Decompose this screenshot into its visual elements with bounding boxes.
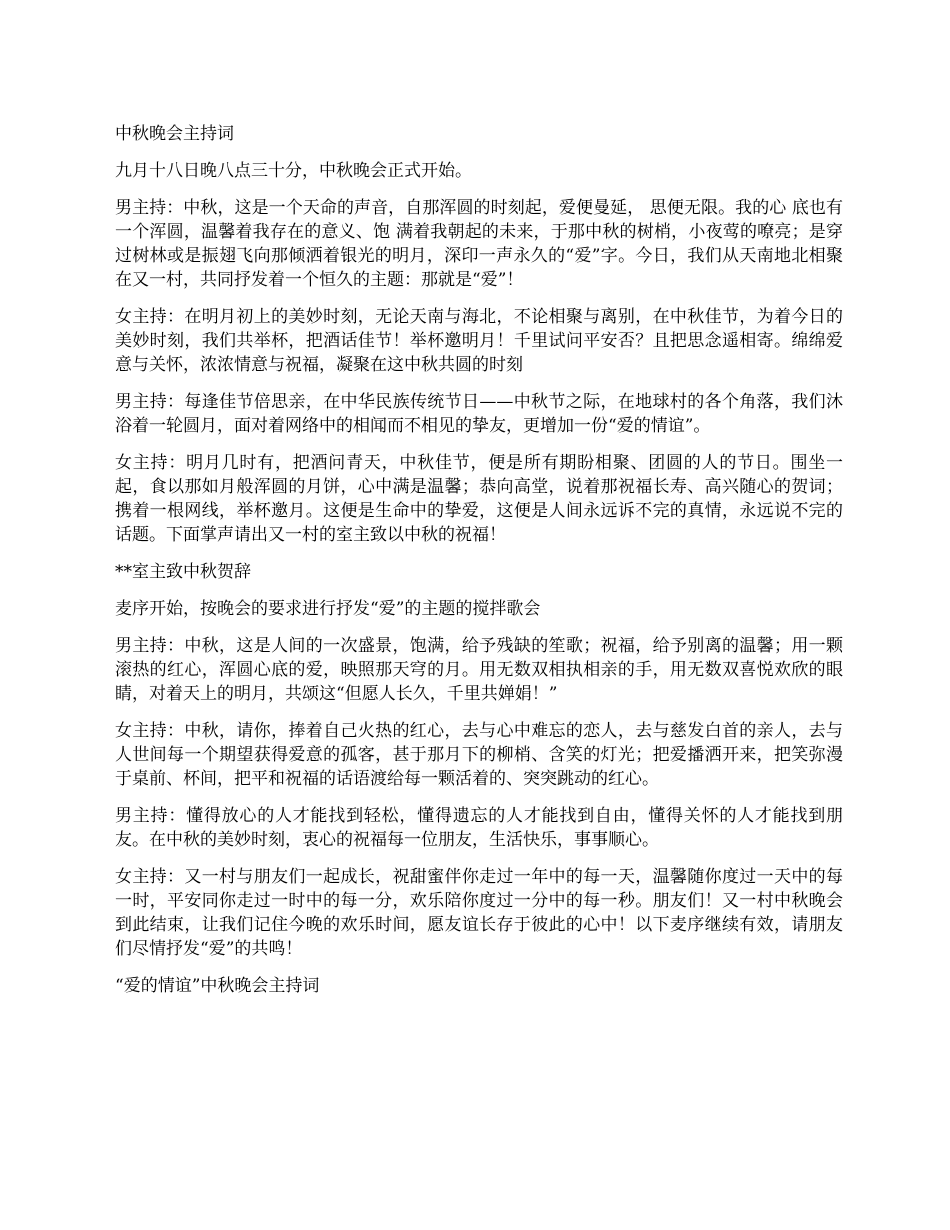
- paragraph-host-greeting: **室主致中秋贺辞: [115, 562, 251, 582]
- document-page: [115, 122, 843, 1011]
- paragraph-male-host-4: 男主持：懂得放心的人才能找到轻松，懂得遗忘的人才能找到自由，懂得关怀的人才能找到朋友。在中秋的美妙时刻，衷心的祝福每一位朋友，生活快乐，事事顺心。: [115, 806, 843, 850]
- paragraph-song-session: 麦序开始，按晚会的要求进行抒发“爱”的主题的搅拌歌会: [115, 599, 541, 619]
- paragraph-male-host-3: 男主持：中秋，这是人间的一次盛景，饱满，给予残缺的笙歌；祝福，给予别离的温馨；用一颗滚热的红心，浑圆心底的爱，映照那天穹的月。用无数双相执相亲的手，用无数双喜悦欢欣的眼睛，对着天上的明月，共颂这“但愿人长久，千里共婵娟！”: [115, 636, 843, 704]
- paragraph-female-host-1: 女主持：在明月初上的美妙时刻，无论天南与海北，不论相聚与离别，在中秋佳节，为着今日的美妙时刻，我们共举杯，把酒话佳节！举杯邀明月！千里试问平安否？且把思念遥相寄。绵绵爱意与关怀，浓浓情意与祝福，凝聚在这中秋共圆的时刻: [115, 307, 843, 375]
- opening-paragraph: 九月十八日晚八点三十分，中秋晚会正式开始。: [115, 161, 472, 181]
- document-title: 中秋晚会主持词: [115, 124, 234, 144]
- closing-title: “爱的情谊”中秋晚会主持词: [115, 976, 320, 996]
- paragraph-female-host-3: 女主持：中秋，请你，捧着自己火热的红心，去与心中难忘的恋人，去与慈发白首的亲人，去与人世间每一个期望获得爱意的孤客，甚于那月下的柳梢、含笑的灯光；把爱播洒开来，把笑弥漫于桌前、杯间，把平和祝福的话语渡给每一颗活着的、突突跳动的红心。: [115, 721, 843, 789]
- paragraph-female-host-2: 女主持：明月几时有，把酒问青天，中秋佳节，便是所有期盼相聚、团圆的人的节日。围坐一起，食以那如月般浑圆的月饼，心中满是温馨；恭向高堂，说着那祝福长寿、高兴随心的贺词；携着一根网线，举杯邀月。这便是生命中的挚爱，这便是人间永远诉不完的真情，永远说不完的话题。下面掌声请出又一村的室主致以中秋的祝福！: [115, 453, 843, 545]
- paragraph-female-host-4: 女主持：又一村与朋友们一起成长，祝甜蜜伴你走过一年中的每一天，温馨随你度过一天中的每一时，平安同你走过一时中的每一分，欢乐陪你度过一分中的每一秒。朋友们！又一村中秋晚会到此结束，让我们记住今晚的欢乐时间，愿友谊长存于彼此的心中！以下麦序继续有效，请朋友们尽情抒发“爱”的共鸣！: [115, 867, 843, 959]
- paragraph-male-host-2: 男主持：每逢佳节倍思亲，在中华民族传统节日——中秋节之际，在地球村的各个角落，我们沐浴着一轮圆月，面对着网络中的相闻而不相见的挚友，更增加一份“爱的情谊”。: [115, 392, 843, 436]
- paragraph-male-host-1: 男主持：中秋，这是一个天命的声音，自那浑圆的时刻起，爱便曼延， 思便无限。我的心 底也有一个浑圆，温馨着我存在的意义、饱 满着我朝起的未来，于那中秋的树梢，小夜莺的嘹亮；是穿过树林或是振翅飞向那倾洒着银光的明月，深印一声永久的“爱”字。今日，我们从天南地北相聚在又一村，共同抒发着一个恒久的主题：那就是“爱”！: [115, 198, 843, 290]
